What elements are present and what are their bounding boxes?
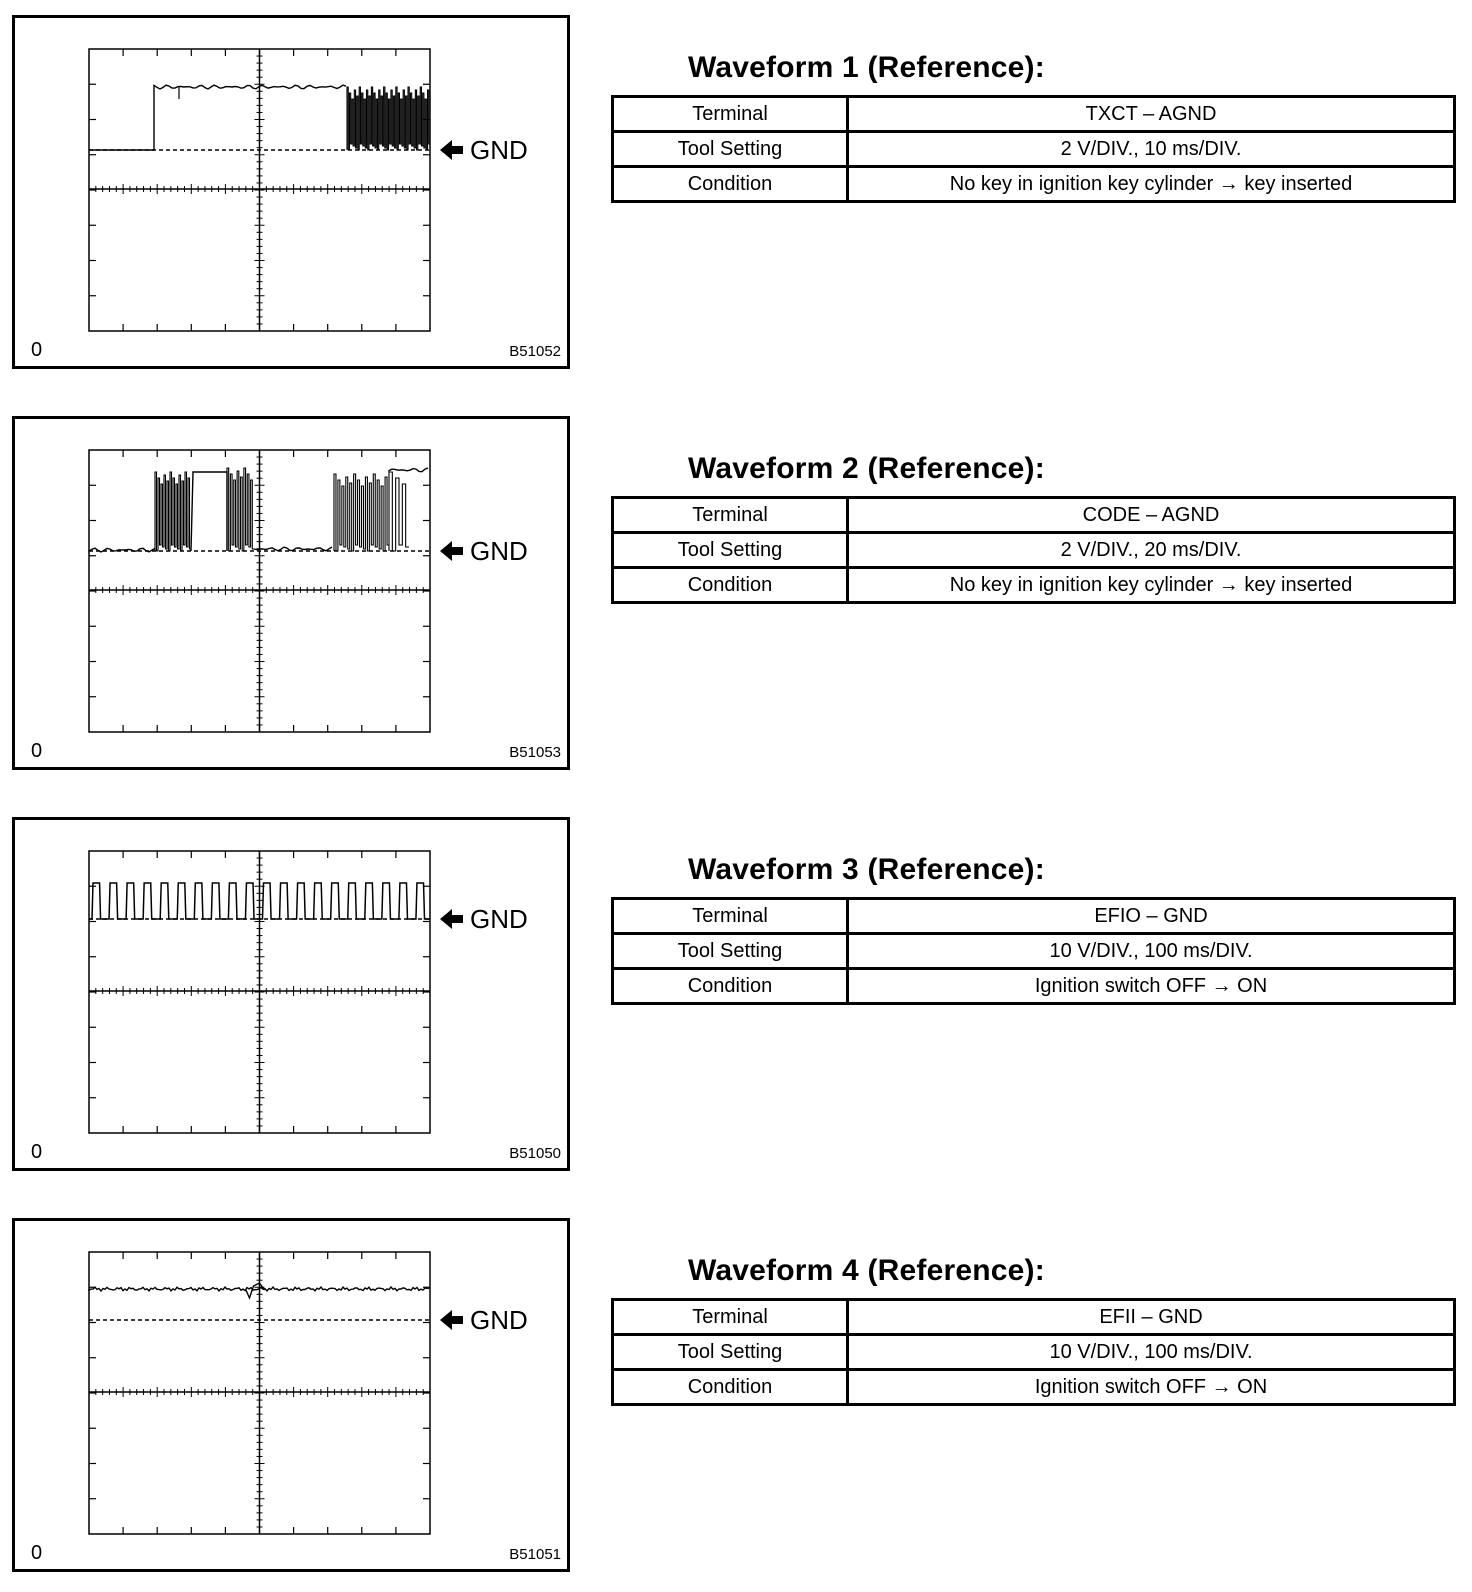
table-row bbox=[613, 167, 1455, 202]
row-key: Terminal bbox=[613, 97, 848, 132]
trace-idle bbox=[254, 547, 332, 551]
trace-burst bbox=[334, 474, 389, 551]
figure-code: B51051 bbox=[509, 1546, 561, 1563]
table-row bbox=[613, 934, 1455, 969]
table-row bbox=[613, 568, 1455, 603]
row-key: Condition bbox=[613, 969, 848, 1004]
waveform-title: Waveform 2 (Reference): bbox=[688, 452, 1045, 485]
oscilloscope-display bbox=[12, 817, 570, 1171]
spec-table bbox=[611, 95, 1456, 203]
row-key: Tool Setting bbox=[613, 1335, 848, 1370]
row-key: Tool Setting bbox=[613, 132, 848, 167]
scope-grid bbox=[15, 820, 567, 1168]
arrow-left-icon bbox=[440, 541, 463, 561]
row-key: Terminal bbox=[613, 498, 848, 533]
figure-code: B51050 bbox=[509, 1145, 561, 1162]
waveform-row-2 bbox=[0, 416, 1472, 776]
arrow-left-icon bbox=[440, 140, 463, 160]
spec-table bbox=[611, 496, 1456, 604]
zero-label: 0 bbox=[31, 339, 43, 361]
row-value: No key in ignition key cylinder → key inserted bbox=[848, 568, 1455, 603]
scope-grid bbox=[15, 18, 567, 366]
row-key: Terminal bbox=[613, 899, 848, 934]
scope-grid bbox=[15, 1221, 567, 1569]
table-row bbox=[613, 533, 1455, 568]
row-key: Tool Setting bbox=[613, 934, 848, 969]
row-value: No key in ignition key cylinder → key inserted bbox=[848, 167, 1455, 202]
row-key: Condition bbox=[613, 167, 848, 202]
spec-table bbox=[611, 1298, 1456, 1406]
trace-glitch bbox=[246, 1283, 265, 1298]
trace-burst bbox=[155, 472, 191, 551]
row-value: 2 V/DIV., 20 ms/DIV. bbox=[848, 533, 1455, 568]
table-row bbox=[613, 969, 1455, 1004]
row-key: Tool Setting bbox=[613, 533, 848, 568]
waveform-row-3 bbox=[0, 817, 1472, 1177]
waveform-row-1 bbox=[0, 15, 1472, 375]
row-value: 10 V/DIV., 100 ms/DIV. bbox=[848, 934, 1455, 969]
table-row bbox=[613, 97, 1455, 132]
arrow-left-icon bbox=[440, 1310, 463, 1330]
row-value: Ignition switch OFF → ON bbox=[848, 969, 1455, 1004]
trace-pulse bbox=[191, 472, 227, 551]
trace-high-level bbox=[154, 85, 346, 89]
trace-burst bbox=[389, 472, 409, 551]
table-row bbox=[613, 1300, 1455, 1335]
gnd-label: GND bbox=[470, 135, 528, 165]
zero-label: 0 bbox=[31, 740, 43, 762]
row-value: 2 V/DIV., 10 ms/DIV. bbox=[848, 132, 1455, 167]
table-row bbox=[613, 1370, 1455, 1405]
waveform-row-4 bbox=[0, 1218, 1472, 1578]
figure-code: B51052 bbox=[509, 343, 561, 360]
table-row bbox=[613, 899, 1455, 934]
row-value: TXCT – AGND bbox=[848, 97, 1455, 132]
waveform-title: Waveform 1 (Reference): bbox=[688, 51, 1045, 84]
oscilloscope-display bbox=[12, 15, 570, 369]
gnd-label: GND bbox=[470, 536, 528, 566]
waveform-title: Waveform 3 (Reference): bbox=[688, 853, 1045, 886]
table-row bbox=[613, 132, 1455, 167]
waveform-title: Waveform 4 (Reference): bbox=[688, 1254, 1045, 1287]
row-value: 10 V/DIV., 100 ms/DIV. bbox=[848, 1335, 1455, 1370]
row-value: EFIO – GND bbox=[848, 899, 1455, 934]
row-key: Condition bbox=[613, 1370, 848, 1405]
trace-high-level bbox=[389, 468, 428, 472]
oscilloscope-display bbox=[12, 1218, 570, 1572]
zero-label: 0 bbox=[31, 1542, 43, 1564]
spec-table bbox=[611, 897, 1456, 1005]
trace-burst bbox=[227, 468, 254, 551]
table-row bbox=[613, 498, 1455, 533]
row-key: Condition bbox=[613, 568, 848, 603]
arrow-left-icon bbox=[440, 909, 463, 929]
row-value: Ignition switch OFF → ON bbox=[848, 1370, 1455, 1405]
gnd-label: GND bbox=[470, 1305, 528, 1335]
figure-code: B51053 bbox=[509, 744, 561, 761]
row-value: EFII – GND bbox=[848, 1300, 1455, 1335]
trace-step bbox=[89, 87, 154, 150]
oscilloscope-display bbox=[12, 416, 570, 770]
table-row bbox=[613, 1335, 1455, 1370]
scope-grid bbox=[15, 419, 567, 767]
zero-label: 0 bbox=[31, 1141, 43, 1163]
row-key: Terminal bbox=[613, 1300, 848, 1335]
trace-burst bbox=[347, 87, 430, 150]
gnd-label: GND bbox=[470, 904, 528, 934]
row-value: CODE – AGND bbox=[848, 498, 1455, 533]
